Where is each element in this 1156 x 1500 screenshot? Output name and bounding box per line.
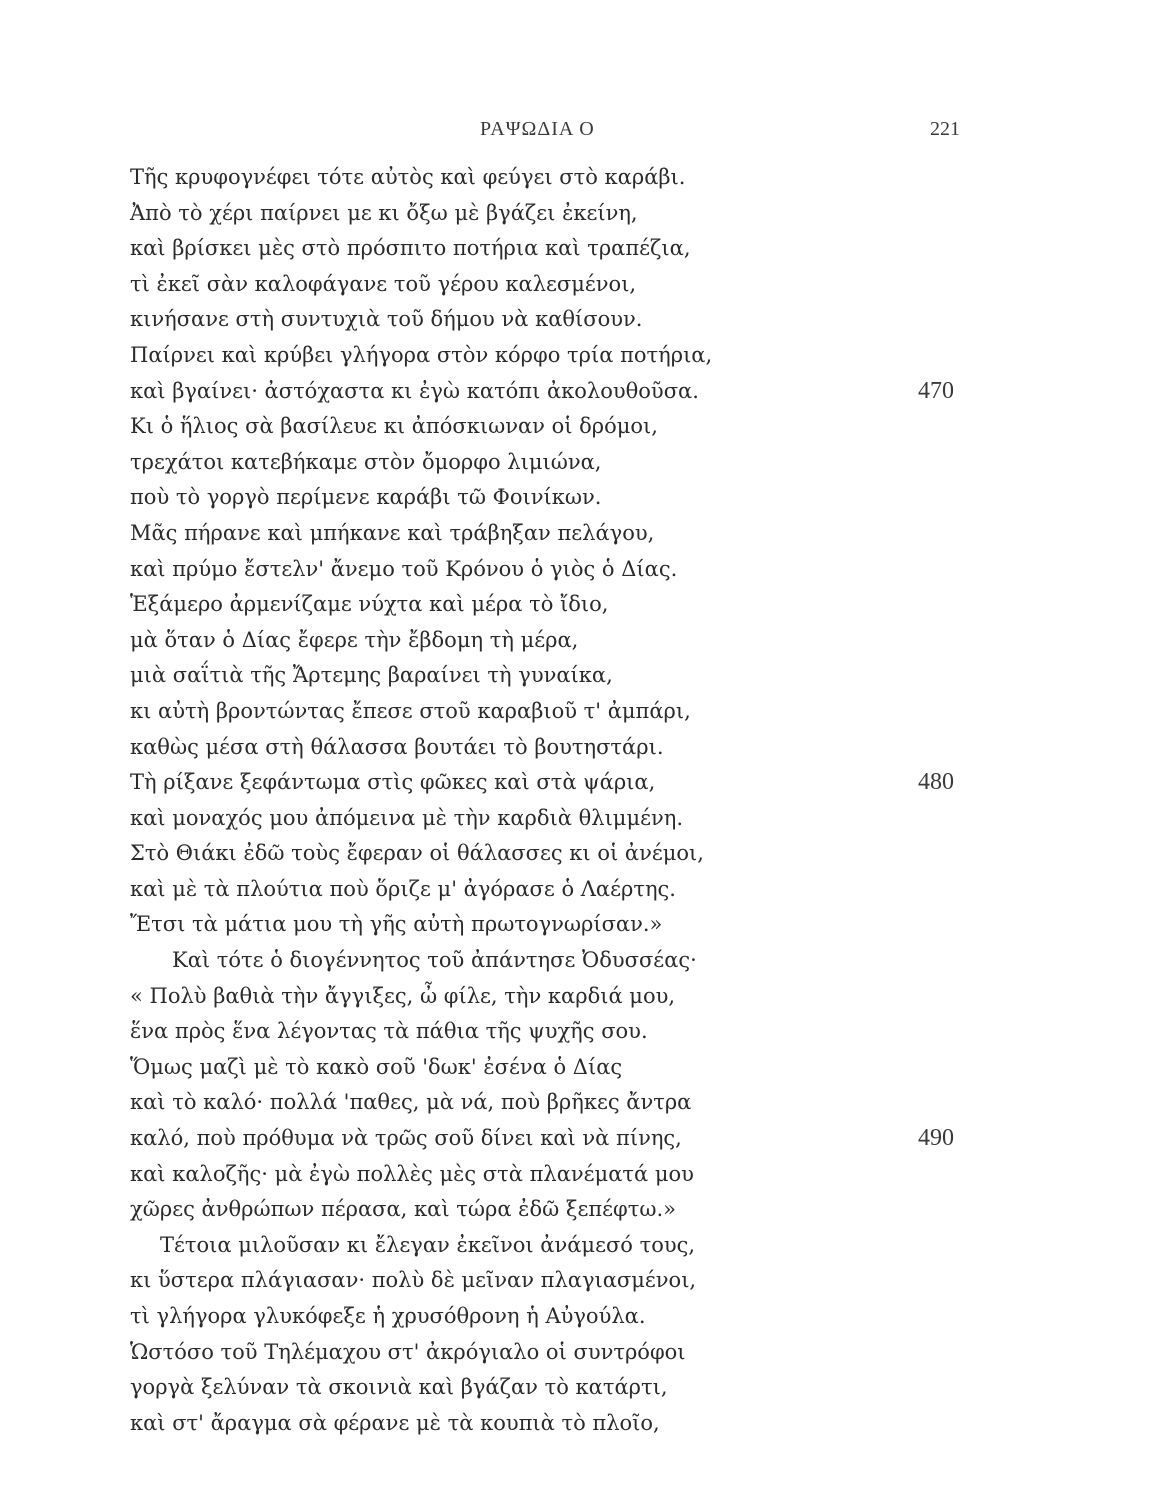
line-number: 480 [918, 769, 954, 796]
verse-line: ἕνα πρὸς ἕνα λέγοντας τὰ πάθια τῆς ψυχῆς σου. [130, 1019, 648, 1044]
verse-line-numbered [130, 374, 954, 410]
verse-line: μιὰ σαΐτιὰ τῆς Ἄρτεμης βαραίνει τὴ γυναίκα, [130, 663, 613, 688]
verse-line: καὶ στ' ἄραγμα σὰ φέρανε μὲ τὰ κουπιὰ τὸ πλοῖο, [130, 1410, 660, 1435]
verse-line: « Πολὺ βαθιὰ τὴν ἄγγιξες, ὦ φίλε, τὴν καρδιά μου, [130, 983, 676, 1008]
verse-line-numbered [130, 1121, 954, 1157]
verse-line: καὶ μὲ τὰ πλούτια ποὺ ὅριζε μ' ἀγόρασε ὁ Λαέρτης. [130, 876, 676, 901]
verse-line: Ὡστόσο τοῦ Τηλέμαχου στ' ἀκρόγιαλο οἱ συντρόφοι [130, 1339, 686, 1364]
verse-line: καὶ καλοζῆς· μὰ ἐγὼ πολλὲς μὲς στὰ πλανέματά μου [130, 1161, 694, 1186]
page-number: 221 [930, 118, 960, 140]
verse-line: κι ὕστερα πλάγιασαν· πολὺ δὲ μεῖναν πλαγιασμένοι, [130, 1268, 697, 1293]
verse-line: Τέτοια μιλοῦσαν κι ἔλεγαν ἐκεῖνοι ἀνάμεσό τους, [160, 1232, 696, 1257]
verse-line: μὰ ὅταν ὁ Δίας ἔφερε τὴν ἔβδομη τὴ μέρα, [130, 627, 579, 652]
verse-line: τὶ ἐκεῖ σὰν καλοφάγανε τοῦ γέρου καλεσμένοι, [130, 271, 637, 296]
verse-line: Ἑξάμερο ἀρμενίζαμε νύχτα καὶ μέρα τὸ ἴδιο, [130, 592, 609, 617]
verse-line: Παίρνει καὶ κρύβει γλήγορα στὸν κόρφο τρία ποτήρια, [130, 342, 713, 367]
line-number: 490 [918, 1125, 954, 1152]
verse-line: καὶ μοναχός μου ἀπόμεινα μὲ τὴν καρδιὰ θλιμμένη. [130, 805, 684, 830]
page-header [0, 118, 1156, 148]
verse-line: Καὶ τότε ὁ διογέννητος τοῦ ἀπάντησε Ὀδυσσέας· [172, 948, 697, 973]
poem-text [130, 160, 954, 1441]
verse-line: Τῆς κρυφογνέφει τότε αὐτὸς καὶ φεύγει στὸ καράβι. [130, 165, 686, 189]
verse-line: Κι ὁ ἥλιος σὰ βασίλευε κι ἀπόσκιωναν οἱ δρόμοι, [130, 414, 658, 439]
verse-line: καθὼς μέσα στὴ θάλασσα βουτάει τὸ βουτηστάρι. [130, 734, 664, 759]
verse-line: χῶρες ἀνθρώπων πέρασα, καὶ τώρα ἐδῶ ξεπέφτω.» [130, 1197, 676, 1222]
verse-text: καλό, ποὺ πρόθυμα νὰ τρῶς σοῦ δίνει καὶ νὰ πίνης, [130, 1126, 682, 1151]
verse-line: Στὸ Θιάκι ἐδῶ τοὺς ἔφεραν οἱ θάλασσες κι οἱ ἀνέμοι, [130, 841, 704, 866]
verse-line: κινήσανε στὴ συντυχιὰ τοῦ δήμου νὰ καθίσουν. [130, 307, 643, 332]
verse-line: Ἔτσι τὰ μάτια μου τὴ γῆς αὐτὴ πρωτογνωρίσαν.» [130, 912, 663, 937]
verse-line: Ἀπὸ τὸ χέρι παίρνει με κι ὄξω μὲ βγάζει ἐκείνη, [130, 200, 638, 225]
verse-line: τρεχάτοι κατεβήκαμε στὸν ὄμορφο λιμιώνα, [130, 449, 602, 474]
verse-line: γοργὰ ξελύναν τὰ σκοινιὰ καὶ βγάζαν τὸ κατάρτι, [130, 1375, 668, 1400]
verse-line: Μᾶς πήρανε καὶ μπήκανε καὶ τράβηξαν πελάγου, [130, 520, 655, 545]
verse-line: τὶ γλήγορα γλυκόφεξε ἡ χρυσόθρονη ἡ Αὐγούλα. [130, 1304, 646, 1328]
line-number: 470 [918, 377, 954, 404]
verse-line: Ὅμως μαζὶ μὲ τὸ κακὸ σοῦ 'δωκ' ἐσένα ὁ Δίας [130, 1054, 623, 1079]
verse-line: καὶ τὸ καλό· πολλά 'παθες, μὰ νά, ποὺ βρῆκες ἄντρα [130, 1090, 692, 1115]
verse-line: κι αὐτὴ βροντώντας ἔπεσε στοῦ καραβιοῦ τ' ἀμπάρι, [130, 698, 691, 723]
verse-line: καὶ βρίσκει μὲς στὸ πρόσπιτο ποτήρια καὶ τραπέζια, [130, 236, 691, 261]
verse-text: καὶ βγαίνει· ἀστόχαστα κι ἐγὼ κατόπι ἀκολουθοῦσα. [130, 378, 699, 403]
running-head: ΡΑΨΩΔΙΑ Ο [480, 118, 595, 140]
verse-text: Τὴ ρίξανε ξεφάντωμα στὶς φῶκες καὶ στὰ ψάρια, [130, 770, 656, 795]
verse-line-numbered [130, 765, 954, 801]
verse-line: ποὺ τὸ γοργὸ περίμενε καράβι τῶ Φοινίκων. [130, 485, 602, 510]
verse-line: καὶ πρύμο ἔστελν' ἄνεμο τοῦ Κρόνου ὁ γιὸς ὁ Δίας. [130, 556, 678, 581]
